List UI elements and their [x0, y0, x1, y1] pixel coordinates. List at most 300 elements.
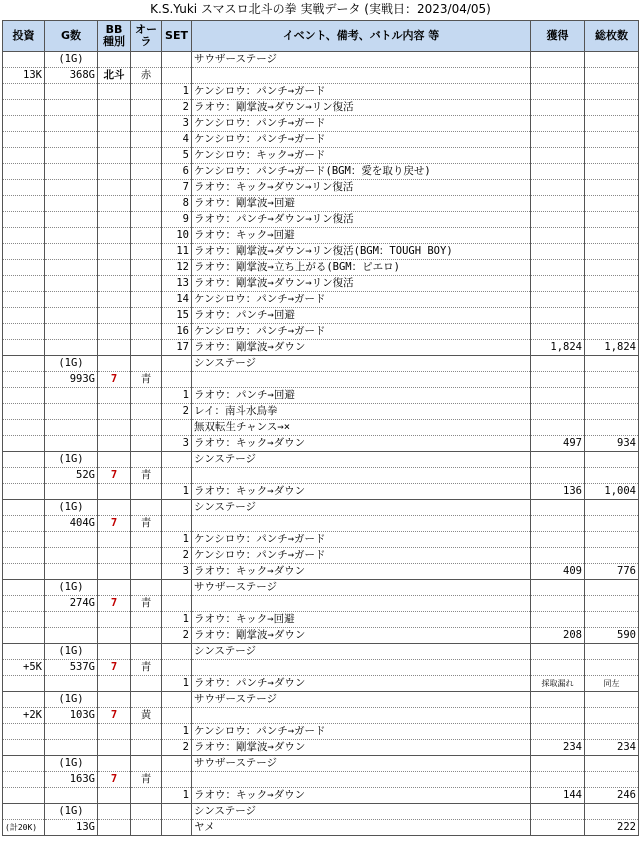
total-cell — [585, 356, 639, 372]
gain-cell — [531, 596, 585, 612]
games-cell — [45, 148, 98, 164]
games-cell: (1G) — [45, 452, 98, 468]
total-cell — [585, 468, 639, 484]
gain-cell — [531, 148, 585, 164]
set-cell — [162, 468, 192, 484]
total-cell — [585, 420, 639, 436]
invest-cell — [3, 516, 45, 532]
gain-cell — [531, 612, 585, 628]
set-cell: 12 — [162, 260, 192, 276]
invest-cell — [3, 196, 45, 212]
aura-cell — [131, 244, 162, 260]
total-cell — [585, 532, 639, 548]
bb-type-cell — [98, 132, 131, 148]
table-row — [3, 484, 639, 500]
event-cell: ラオウ：パンチ→ダウン — [192, 676, 531, 692]
gain-cell — [531, 772, 585, 788]
set-cell: 1 — [162, 788, 192, 804]
set-cell: 1 — [162, 676, 192, 692]
set-cell: 6 — [162, 164, 192, 180]
bb-type-cell — [98, 388, 131, 404]
aura-cell — [131, 788, 162, 804]
bb-type-cell — [98, 676, 131, 692]
set-cell — [162, 804, 192, 820]
set-cell: 3 — [162, 436, 192, 452]
gain-cell — [531, 500, 585, 516]
invest-cell — [3, 100, 45, 116]
event-cell: サウザーステージ — [192, 580, 531, 596]
games-cell: 163G — [45, 772, 98, 788]
total-cell — [585, 772, 639, 788]
aura-cell — [131, 500, 162, 516]
games-cell: (1G) — [45, 644, 98, 660]
aura-cell — [131, 148, 162, 164]
bb-type-cell — [98, 212, 131, 228]
aura-cell — [131, 580, 162, 596]
games-cell — [45, 276, 98, 292]
aura-cell — [131, 324, 162, 340]
header-event: イベント、備考、バトル内容 等 — [192, 21, 531, 52]
event-cell: ケンシロウ：パンチ→ガード — [192, 84, 531, 100]
games-cell: 274G — [45, 596, 98, 612]
aura-cell — [131, 292, 162, 308]
invest-cell: 13K — [3, 68, 45, 84]
games-cell — [45, 484, 98, 500]
aura-cell: 赤 — [131, 68, 162, 84]
aura-cell — [131, 644, 162, 660]
bb-type-cell — [98, 804, 131, 820]
event-cell: ラオウ：キック→ダウン — [192, 484, 531, 500]
invest-cell — [3, 420, 45, 436]
table-row — [3, 356, 639, 372]
set-cell — [162, 596, 192, 612]
table-row — [3, 52, 639, 68]
games-cell — [45, 180, 98, 196]
total-cell — [585, 68, 639, 84]
invest-cell — [3, 756, 45, 772]
table-row — [3, 180, 639, 196]
event-cell: ラオウ：剛掌波→立ち上がる(BGM：ピエロ) — [192, 260, 531, 276]
table-row — [3, 420, 639, 436]
table-row — [3, 644, 639, 660]
aura-cell — [131, 212, 162, 228]
gain-cell — [531, 548, 585, 564]
total-cell — [585, 292, 639, 308]
aura-cell — [131, 84, 162, 100]
total-cell — [585, 276, 639, 292]
page-title: K.S.Yuki スマスロ北斗の拳 実戦データ (実戦日：2023/04/05) — [150, 2, 491, 16]
bb-type-cell — [98, 436, 131, 452]
gain-cell — [531, 196, 585, 212]
event-cell: ラオウ：剛掌波→回避 — [192, 196, 531, 212]
total-cell — [585, 116, 639, 132]
invest-cell — [3, 644, 45, 660]
set-cell — [162, 756, 192, 772]
bb-type-cell — [98, 756, 131, 772]
aura-cell — [131, 564, 162, 580]
table-row — [3, 340, 639, 356]
event-cell — [192, 68, 531, 84]
set-cell — [162, 52, 192, 68]
gain-cell: 409 — [531, 564, 585, 580]
table-row — [3, 116, 639, 132]
bb-type-cell: 7 — [98, 660, 131, 676]
bb-type-cell — [98, 356, 131, 372]
games-cell — [45, 420, 98, 436]
invest-cell — [3, 404, 45, 420]
aura-cell — [131, 548, 162, 564]
games-cell: 993G — [45, 372, 98, 388]
event-cell: ケンシロウ：パンチ→ガード — [192, 292, 531, 308]
table-body — [3, 52, 639, 836]
bb-type-cell: 北斗 — [98, 68, 131, 84]
games-cell — [45, 724, 98, 740]
bb-type-cell — [98, 580, 131, 596]
table-row — [3, 164, 639, 180]
aura-cell — [131, 692, 162, 708]
invest-cell — [3, 772, 45, 788]
invest-cell: +5K — [3, 660, 45, 676]
total-cell — [585, 388, 639, 404]
total-cell: 222 — [585, 820, 639, 836]
gain-cell — [531, 692, 585, 708]
set-cell: 5 — [162, 148, 192, 164]
gain-cell: 234 — [531, 740, 585, 756]
total-cell — [585, 660, 639, 676]
gain-cell — [531, 372, 585, 388]
event-cell: シンステージ — [192, 500, 531, 516]
invest-cell — [3, 452, 45, 468]
games-cell — [45, 164, 98, 180]
set-cell: 17 — [162, 340, 192, 356]
table-row — [3, 596, 639, 612]
event-cell — [192, 516, 531, 532]
gain-cell — [531, 404, 585, 420]
bb-type-cell — [98, 292, 131, 308]
event-cell: ラオウ：キック→ダウン — [192, 788, 531, 804]
gain-cell — [531, 388, 585, 404]
bb-type-cell — [98, 484, 131, 500]
total-cell: 1,004 — [585, 484, 639, 500]
bb-type-cell: 7 — [98, 372, 131, 388]
table-row — [3, 500, 639, 516]
set-cell: 8 — [162, 196, 192, 212]
bb-type-cell — [98, 84, 131, 100]
invest-cell — [3, 228, 45, 244]
invest-cell — [3, 244, 45, 260]
gain-cell: 144 — [531, 788, 585, 804]
set-cell — [162, 692, 192, 708]
bb-type-cell — [98, 244, 131, 260]
total-cell — [585, 260, 639, 276]
invest-cell — [3, 724, 45, 740]
table-row — [3, 388, 639, 404]
aura-cell — [131, 276, 162, 292]
event-cell: ケンシロウ：パンチ→ガード — [192, 548, 531, 564]
games-cell — [45, 244, 98, 260]
games-cell: 404G — [45, 516, 98, 532]
bb-type-cell: 7 — [98, 468, 131, 484]
set-cell: 1 — [162, 84, 192, 100]
total-cell — [585, 180, 639, 196]
event-cell: 無双転生チャンス→× — [192, 420, 531, 436]
games-cell — [45, 612, 98, 628]
aura-cell — [131, 804, 162, 820]
games-cell — [45, 324, 98, 340]
games-cell — [45, 308, 98, 324]
invest-cell — [3, 612, 45, 628]
total-cell — [585, 164, 639, 180]
invest-cell — [3, 212, 45, 228]
games-cell — [45, 84, 98, 100]
event-cell: シンステージ — [192, 356, 531, 372]
aura-cell — [131, 340, 162, 356]
aura-cell — [131, 724, 162, 740]
aura-cell — [131, 132, 162, 148]
event-cell: ラオウ：剛掌波→ダウン — [192, 740, 531, 756]
table-row — [3, 676, 639, 692]
aura-cell — [131, 228, 162, 244]
total-cell — [585, 708, 639, 724]
gain-cell — [531, 68, 585, 84]
total-cell: 同左 — [585, 676, 639, 692]
event-cell — [192, 372, 531, 388]
table-row — [3, 788, 639, 804]
invest-cell: +2K — [3, 708, 45, 724]
set-cell — [162, 356, 192, 372]
invest-cell — [3, 84, 45, 100]
bb-type-cell: 7 — [98, 596, 131, 612]
set-cell: 7 — [162, 180, 192, 196]
event-cell: サウザーステージ — [192, 692, 531, 708]
set-cell — [162, 820, 192, 836]
total-cell — [585, 596, 639, 612]
table-row — [3, 820, 639, 836]
invest-cell — [3, 356, 45, 372]
aura-cell — [131, 404, 162, 420]
aura-cell — [131, 52, 162, 68]
table-row — [3, 580, 639, 596]
bb-type-cell — [98, 500, 131, 516]
set-cell — [162, 420, 192, 436]
games-cell: 13G — [45, 820, 98, 836]
gain-cell: 1,824 — [531, 340, 585, 356]
bb-type-cell — [98, 324, 131, 340]
invest-cell — [3, 692, 45, 708]
gain-cell — [531, 724, 585, 740]
gain-cell — [531, 52, 585, 68]
table-row — [3, 612, 639, 628]
gain-cell: 497 — [531, 436, 585, 452]
table-row — [3, 804, 639, 820]
set-cell — [162, 516, 192, 532]
gain-cell — [531, 100, 585, 116]
bb-type-cell — [98, 228, 131, 244]
games-cell — [45, 212, 98, 228]
aura-cell — [131, 180, 162, 196]
aura-cell — [131, 484, 162, 500]
event-cell — [192, 660, 531, 676]
table-row — [3, 660, 639, 676]
event-cell — [192, 772, 531, 788]
aura-cell: 青 — [131, 660, 162, 676]
aura-cell — [131, 420, 162, 436]
set-cell: 2 — [162, 740, 192, 756]
table-row — [3, 468, 639, 484]
invest-cell — [3, 372, 45, 388]
event-cell: ケンシロウ：パンチ→ガード — [192, 724, 531, 740]
set-cell: 1 — [162, 724, 192, 740]
aura-cell: 青 — [131, 772, 162, 788]
total-cell — [585, 132, 639, 148]
set-cell: 3 — [162, 116, 192, 132]
table-row — [3, 436, 639, 452]
aura-cell: 青 — [131, 596, 162, 612]
bb-type-cell — [98, 196, 131, 212]
table-row — [3, 148, 639, 164]
invest-cell — [3, 340, 45, 356]
bb-type-cell — [98, 548, 131, 564]
aura-cell — [131, 740, 162, 756]
total-cell — [585, 372, 639, 388]
gain-cell — [531, 116, 585, 132]
gain-cell — [531, 804, 585, 820]
table-row — [3, 564, 639, 580]
event-cell: ラオウ：剛掌波→ダウン — [192, 340, 531, 356]
set-cell: 1 — [162, 612, 192, 628]
table-row — [3, 324, 639, 340]
table-row — [3, 292, 639, 308]
gain-cell — [531, 644, 585, 660]
gain-cell — [531, 516, 585, 532]
games-cell — [45, 260, 98, 276]
event-cell: ラオウ：剛掌波→ダウン — [192, 628, 531, 644]
set-cell: 9 — [162, 212, 192, 228]
table-row — [3, 628, 639, 644]
invest-cell — [3, 596, 45, 612]
event-cell: ラオウ：パンチ→回避 — [192, 388, 531, 404]
header-total: 総枚数 — [585, 21, 639, 52]
gain-cell — [531, 292, 585, 308]
set-cell: 3 — [162, 564, 192, 580]
table-row — [3, 260, 639, 276]
event-cell: ラオウ：キック→ダウン — [192, 564, 531, 580]
invest-cell — [3, 548, 45, 564]
gain-cell — [531, 212, 585, 228]
total-cell: 1,824 — [585, 340, 639, 356]
aura-cell — [131, 628, 162, 644]
gain-cell — [531, 756, 585, 772]
aura-cell — [131, 308, 162, 324]
gain-cell — [531, 84, 585, 100]
games-cell: 52G — [45, 468, 98, 484]
invest-cell — [3, 52, 45, 68]
games-cell — [45, 740, 98, 756]
invest-cell — [3, 532, 45, 548]
invest-cell — [3, 740, 45, 756]
games-cell: (1G) — [45, 804, 98, 820]
set-cell — [162, 68, 192, 84]
games-cell — [45, 436, 98, 452]
bb-type-cell — [98, 404, 131, 420]
bb-type-cell — [98, 532, 131, 548]
bb-type-cell — [98, 340, 131, 356]
invest-cell — [3, 564, 45, 580]
table-row — [3, 212, 639, 228]
total-cell — [585, 612, 639, 628]
table-row — [3, 132, 639, 148]
header-set: SET — [162, 21, 192, 52]
total-cell — [585, 228, 639, 244]
event-cell: サウザーステージ — [192, 52, 531, 68]
gain-cell: 採取漏れ — [531, 676, 585, 692]
invest-cell — [3, 260, 45, 276]
bb-type-cell — [98, 260, 131, 276]
games-cell — [45, 404, 98, 420]
games-cell — [45, 548, 98, 564]
invest-cell — [3, 788, 45, 804]
event-cell — [192, 468, 531, 484]
table-row — [3, 452, 639, 468]
total-cell — [585, 212, 639, 228]
set-cell — [162, 580, 192, 596]
invest-cell — [3, 500, 45, 516]
total-cell — [585, 452, 639, 468]
table-row — [3, 772, 639, 788]
set-cell: 10 — [162, 228, 192, 244]
table-row — [3, 276, 639, 292]
header-row — [3, 21, 639, 52]
table-row — [3, 84, 639, 100]
event-cell: シンステージ — [192, 452, 531, 468]
games-cell — [45, 564, 98, 580]
games-cell: 537G — [45, 660, 98, 676]
games-cell — [45, 100, 98, 116]
table-row — [3, 708, 639, 724]
set-cell: 4 — [162, 132, 192, 148]
gain-cell — [531, 260, 585, 276]
table-row — [3, 404, 639, 420]
invest-cell — [3, 804, 45, 820]
total-cell: 934 — [585, 436, 639, 452]
games-cell — [45, 116, 98, 132]
header-invest: 投資 — [3, 21, 45, 52]
bb-type-cell — [98, 612, 131, 628]
total-cell — [585, 724, 639, 740]
set-cell — [162, 644, 192, 660]
total-cell — [585, 580, 639, 596]
invest-cell — [3, 308, 45, 324]
invest-cell — [3, 116, 45, 132]
games-cell: (1G) — [45, 500, 98, 516]
total-cell — [585, 324, 639, 340]
table-row — [3, 756, 639, 772]
games-cell — [45, 676, 98, 692]
games-cell — [45, 196, 98, 212]
invest-cell — [3, 276, 45, 292]
aura-cell — [131, 260, 162, 276]
total-cell — [585, 404, 639, 420]
aura-cell — [131, 356, 162, 372]
games-cell: (1G) — [45, 692, 98, 708]
set-cell: 1 — [162, 484, 192, 500]
table-row — [3, 100, 639, 116]
header-aura: オーラ — [131, 21, 162, 52]
gain-cell: 136 — [531, 484, 585, 500]
event-cell: ラオウ：パンチ→回避 — [192, 308, 531, 324]
total-cell — [585, 244, 639, 260]
table-row — [3, 548, 639, 564]
